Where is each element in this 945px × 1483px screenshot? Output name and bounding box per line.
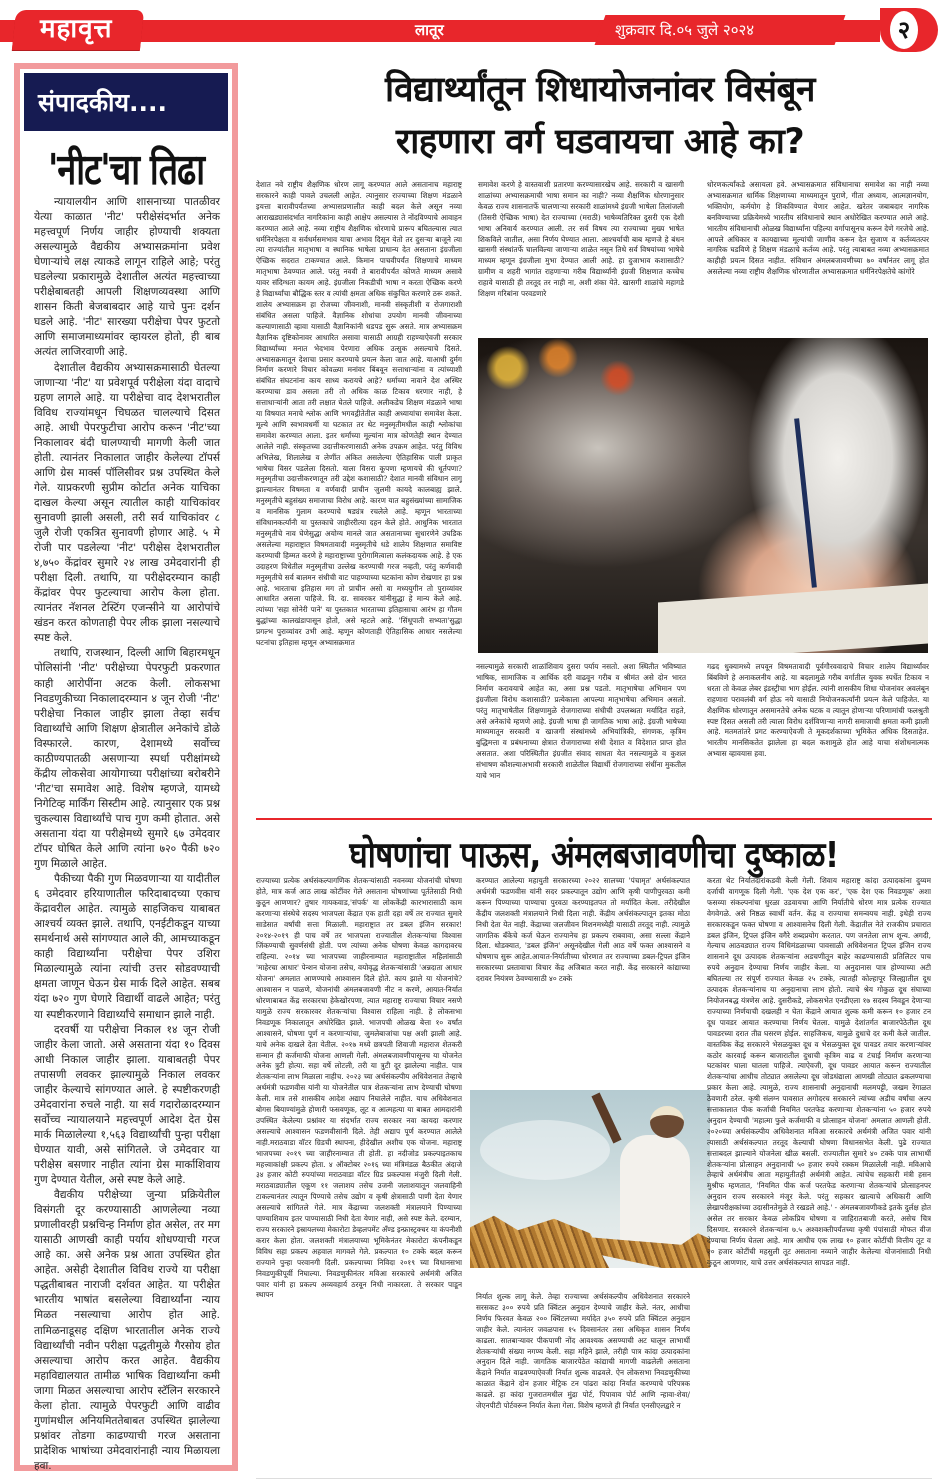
article1-headline-line2: राहणारा वर्ग घडवायचा आहे का? <box>395 122 805 162</box>
editorial-paragraph: वैद्यकीय परीक्षेच्या जुन्या प्रक्रियेतील विसंगती दूर करण्यासाठी आणलेल्या नव्या प्रणालीवरही प्रश्नचिन्ह निर्माण होत असेल, तर मग यासाठी आणखी काही पर्याय शोधण्याची गरज आहे का. असे अनेक प्रश्न आता उपस्थित होत आहेत. असेही देशातील विविध राज्ये या परीक्षा पद्धतीबाबत नाराजी दर्शवत आहेत. या परीक्षेत भारतीय भाषांत बसलेल्या विद्यार्थ्यांना न्याय मिळत नसल्याचा आरोप होत आहे. तामिळनाडूसह दक्षिण भारतातील अनेक राज्ये विद्यार्थ्यांची नवीन परीक्षा पद्धतीमुळे गैरसोय होत असल्याचा आरोप करत आहेत. वैद्यकीय महाविद्यालयात तामीळ भाषिक विद्यार्थ्यांना कमी जागा मिळत असल्याचा आरोप स्टॅलिन सरकारने केला होता. त्यामुळे पेपरफुटी आणि वाढीव गुणांमधील अनियमिततेबाबत उपस्थित झालेल्या प्रश्नांवर तोडगा काढण्याची गरज असताना प्रादेशिक भाषांच्या उमेदवारांनाही न्याय मिळायला हवा. <box>34 1189 220 1472</box>
article1-column-1: देशात नवे राष्ट्रीय शैक्षणिक धोरण लागू करण्यात आले असतानाच महाराष्ट्र सरकारने काही पावले उचलली आहेत. त्यानुसार राज्याच्या शिक्षण मंडळाने इयत्ता बारावीपर्यंतच्या अभ्यासप्रणालीत काही बदल केले असून नव्या आराखड्यासंदर्भात नागरिकांना काही आक्षेप असल्यास ते नोंदविण्याचे आवाहन करण्यात आले आहे. नव्या राष्ट्रीय शैक्षणिक धोरणाचे प्रारूप बघितल्यास त्यात धर्मनिरपेक्षता व सर्वधर्मसमभाव याचा अभाव दिसून येतो तर दुसऱ्या बाजूने त्या त्या राज्यांतील मातृभाषा व स्थानिक भाषेला प्राधान्य देत असताना इंग्रजीला ऐच्छिक सदरात टाकण्यात आले. किमान पाचवीपर्यंत शिक्षणाचे माध्यम मातृभाषा ठेवण्यात आले. परंतु नववी ते बारावीपर्यंत कोणते माध्यम असावे यावर संदिग्धता कायम आहे. इंग्रजीला निकडीची भाषा न करता ऐच्छिक करणे हे विद्यार्थ्यांचा बौद्धिक स्तर व त्यांची क्षमता अधिक संकुचित करणारे ठरू शकते. शालेय अभ्यासक्रम हा रोजच्या जीवनाशी, मानवी संस्कृतीशी व रोजगाराशी संबंधित असला पाहिजे. वैज्ञानिक शोधांचा उपयोग मानवी जीवनाच्या कल्याणासाठी व्हावा यासाठी वैज्ञानिकांनी धडपड सुरू असते. मात्र अभ्यासक्रम वैज्ञानिक दृष्टिकोनावर आधारित असावा यासाठी आग्रही राहण्याऐवजी सरकार विद्यार्थ्यांच्या मनात भेदभाव पेरणारा अधिक उत्सुक असल्याचे दिसते. अभ्यासक्रमातून देशाचा प्रसार करण्याचे प्रयत्न केला जात आहे. याआधी दुर्मग निर्माण करणारे विचार कोवळ्या मनांवर बिंबवून सत्ताधाऱ्यांना व त्यांच्याशी संबंधित संघटनांना काय साध्य करायचे आहे? धर्माच्या नावाने देश अस्थिर करण्याचा डाव असला तरी तो अधिक काळ टिकाव धरणार नाही, हे सत्ताधाऱ्यांनी आता तरी लक्षात घेतले पाहिजे. अलीकडेच शिक्षण मंडळाने भाषा या विषयात मनाचे श्लोक आणि भगवद्गीतेतील काही अध्यायांचा समावेश केला. मूल्ये आणि स्वभावधर्मी या घटकात तर थेट मनुस्मृतीमधील काही श्लोकांचा समावेश करण्यात आला. इतर धर्मांच्या मूल्यांना मात्र कोणतेही स्थान देण्यात आलेले नाही. संस्कृतच्या उदात्तीकरणासाठी अनेक उपक्रम आहेत. परंतु विविध अभिलेख, शिलालेख व लेणींत अंकित असलेल्या ऐतिहासिक पाली प्राकृत भाषेचा विसर पडलेला दिसतो. याला विसरा कूपणा म्हणायचे की धूर्तपणा? मनुस्मृतीचा उदात्तीकरणातून तरी उद्देश कशासाठी? देशात मानवी संविधान लागू झाल्यानंतर विषमता व वर्णवादी प्राचीन जुलमी कायदे कालबाह्य झाले. मनुस्मृतीचे बहुसंख्य समाजाचा विरोध आहे. कारण यात बहुसंख्यांच्या सामाजिक व मानसिक गुलाम करण्याचे षड्यंत्र रचलेले आहे. म्हणून भारताच्या संविधानकर्त्यांनी या पुस्तकाचे जाहीररीत्या दहन केले होते. आधुनिक भारतात मनुस्मृतीचे नाव घेणेसुद्धा अयोग्य मानले जात असतानाच्या सुधारणेने उघडिक असलेल्या महाराष्ट्रात विषमतावादी मनुस्मृतीचे धडे शालेय शिक्षणात समाविष्ट करण्याची हिम्मत करणे हे महाराष्ट्राच्या पुरोगामित्वाला कलंकदायक आहे. हे एक उदाहरण विधेतील मनुस्मृतीचा उल्लेख करण्याची गरज नव्हती, परंतु कर्णवादी मनुस्मृतीचे सर्व बालमन संधीची वाट पाहण्याच्या घटकांना कोण रोखणार हा प्रश्न आहे. भारताचा इतिहास मग तो प्राचीन असो वा मध्ययुगीन तो पुराव्यांवर आधारित असला पाहिजे. वि. दा. सावरकर यांनीसुद्धा हे मान्य केले आहे. त्यांच्या 'सहा सोनेरी पाने' या पुस्तकात भारताच्या इतिहासाचा आरंभ हा गौतम बुद्धांच्या कालखंडापासून होतो, असे म्हटले आहे. 'सिंधूपाती सभ्यता'सुद्धा प्रगल्भ पुराव्यांवर उभी आहे. म्हणून कोणताही ऐतिहासिक आधार नसलेल्या घटनांचा इतिहास म्हणून अभ्यासक्रमात <box>256 180 462 648</box>
student-writing-exam-photo <box>478 338 928 653</box>
page-bottom-rule <box>256 1478 932 1479</box>
article1-column-3-bottom: गढद धुक्यामध्ये लपवून विषमतावादी पूर्वगौरववादाचे विचार शालेय विद्यार्थ्यांवर बिंबविणे हे अनाकलनीय आहे. या बदलामुळे गरीब वर्गातील युवक स्पर्धेत टिकाव न धरता तो केवळ लेबर इंडस्ट्रीचा भाग होईल. त्यांनी शासकीय शिधा योजनांवर अवलंबून राहणारा परावलंबी वर्ग होऊ नये यासाठी नियोजनकर्त्यांनी प्रयत्न केले पाहिजेत. या शैक्षणिक धोरणातून असमानतेचे अनेक घटक व त्यातून होणाऱ्या परिणामांची फलश्रुती स्पष्ट दिसत असली तरी त्याला विरोध दर्शविणाऱ्या नागरी समाजाची क्षमता कमी झाली आहे. मतमतांतरे प्रगट करण्याऐवजी ते मूकदर्शकाच्या भूमिकेत अधिक दिसताहेत. भारतीय मानसिकतेत झालेला हा बदल कशामुळे होत आहे याचा संशोधनात्मक अभ्यास व्हावयास हवा. <box>707 662 929 759</box>
photo-desk-paper <box>658 584 928 653</box>
article2-headline[interactable]: घोषणांचा पाऊस, अंमलबजावणीचा दुष्काळ! <box>349 834 839 876</box>
section-divider <box>256 818 932 820</box>
editorial-body <box>34 195 220 1474</box>
photo-farmer-body <box>620 1135 690 1257</box>
photo-farmer-head <box>650 1106 684 1138</box>
photo-background-lights <box>478 338 678 418</box>
article2-column-2-bottom: निर्यात शुल्क लागू केले. तेव्हा राज्याच्या अर्थसंकल्पीय अधिवेशनात सरकारने सरसकट ३०० रुपये प्रति क्विंटल अनुदान देण्याचे जाहीर केले. नंतर, आधीचा निर्णय फिरवत केवळ २०० क्विंटलच्या मर्यादेत ३५० रुपये प्रति क्विंटल अनुदान जाहीर केले. त्यानंतर जवळपास १५ दिवसानंतर तसा अधिकृत शासन निर्णय काढला. सातबाऱ्यावर पीकपाणी नोंद आवश्यक असण्याची अट घालून लाभार्थी शेतकऱ्यांची संख्या नगण्य केली. सहा महिने झाले, तरीही पात्र कांदा उत्पादकांना अनुदान दिले नाही. जागतिक बाजारपेठेत कांद्याची मागणी वाढलेली असताना केंद्राने निर्यात वाढवण्याऐवजी निर्यात शुल्क वाढवले. ऐन लोकसभा निवडणुकीच्या काळात केंद्राने दोन हजार मेट्रिक टन पांढरा कांदा निर्यात करण्याचे परिपत्रक काढले. हा कांदा गुजरातमधील मुंद्रा पोर्ट, पिपावाव पोर्ट आणि न्हावा-शेवा/ जेएनपीटी पोर्टवरून निर्यात केला गेला. विशेष म्हणजे ही निर्यात एनसीएलद्वारे न <box>476 1292 690 1411</box>
editorial-section-label: संपादकीय.... <box>38 88 168 117</box>
article2-column-1: राज्याच्या प्रत्येक अर्थसंकल्पागणिक शेतकऱ्यांसाठी नवनव्या योजनांची घोषणा होते, मात्र कर्ज आठ लाख कोटींवर गेले असताना घोषणांच्या पूर्ततेसाठी निधी कुठून आणणार? तुषार गायकवाड,'संपर्क' या लोककेंद्री कारभारासाठी काम करणाऱ्या संस्थेचे सदस्य भाजपला केंद्रात एक हाती दहा वर्षे तर राज्यात सुमारे साडेसात वर्षांची सत्ता मिळाली. महाराष्ट्रात तर डबल इंजिन सरकार! २०१४-२०१९ ही पाच वर्षे तर भाजपला राज्यातील शेतकऱ्यांचा विश्वास जिंकण्याची सुवर्णसंधी होती. पण त्यांच्या अनेक घोषणा केवळ कागदावरच राहिल्या. २०१४ च्या भाजपच्या जाहीरनाम्यात महाराष्ट्रातील महिलांसाठी 'माहेरचा आधार' पेन्शन योजना तसेच, वयोवृद्ध शेतकऱ्यांसाठी 'अन्नदाता आधार योजना' अमलात आणण्याचे आश्वासन दिले होते. काय झाले या योजनांचे? आश्वासन न पाळणे, योजनांची अंमलबजावणी नीट न करणे, आयात-निर्यात धोरणाबाबत केंद्र सरकारचा हेकेखोरपणा, त्यात महाराष्ट्र राज्याचा विचार नसणे यामुळे राज्य सरकारवर शेतकऱ्यांचा विश्वास राहिला नाही. हे लोकसभा निवडणूक निकालातून अधोरेखित झाले. भाजपची ओळख बेत्ता १० वर्षांत आश्वासने, घोषणा पूर्ण न करणाऱ्यांचा, जुमलेबाजांचा पक्ष अशी झाली आहे. याचे अनेक दाखले देता येतील. २०१७ मध्ये छत्रपती शिवाजी महाराज शेतकरी सन्मान ही कर्जमाफी योजना आणली गेली. अंमलबजावणीपासूनच या योजनेत अनेक त्रुटी होत्या. सहा वर्षे लोटली, तरी या त्रुटी दूर झालेल्या नाहीत. पात्र शेतकऱ्यांना लाभ मिळाला नाहीच. २०२३ च्या अर्थसंकल्पीय अधिवेशनात तेव्हाचे अर्थमंत्री फडणवीस यांनी या योजनेतील पात्र शेतकऱ्यांना लाभ देण्याची घोषणा केली. मात्र तसे शासकीय आदेश अद्याप निघालेले नाहीत. याच अधिवेशनात बोगस बियाण्यांमुळे होणारी फसवणूक, लूट व आत्महत्या या बाबत आमदारांनी उपस्थित केलेल्या प्रश्नांवर या संदर्भात राज्य सरकार नवा कायदा करणार असल्याचे आश्वासन फडणवीसांनी दिले. तेही अद्याप पूर्ण करण्यात आलेले नाही.मराठवाडा वॉटर ग्रिडची स्थापना, हीदेखील अशीच एक योजना. महाराष्ट्र भाजपच्या २०१९ च्या जाहीरनाम्यात ती होती. हा नदीजोड प्रकल्पाइतकाच महत्त्वाकांक्षी प्रकल्प होता. ४ ऑक्टोबर २०१६ च्या मंत्रिमंडळ बैठकीत अंदाजे ३४ हजार कोटी रुपयांच्या मराठवाडा वॉटर ग्रिड प्रकल्पास मंजुरी दिली गेली. मराठवाड्यातील एकूण ११ जलाशय तसेच उजनी जलाशयातून जलवाहिनी टाकल्यानंतर त्यातून पिण्याचे तसेच उद्योग व कृषी क्षेत्रासाठी पाणी देता येणार असल्याचे सांगितले गेले. मात्र केंद्राच्या जलशक्ती मंत्रालयाने पिण्याच्या पाण्याशिवाय इतर पाण्यासाठी निधी देता येणार नाही, असे स्पष्ट केले. दरम्यान, राज्य सरकारने इस्रायलच्या मेकारोटा डेव्हलपमेंट अँण्ड इन्फ्रास्ट्रक्चर या कंपनीशी करार केला होता. जलशक्ती मंत्रालयाच्या भूमिकेनंतर मेकारोटा कंपनीकडून विविध सहा प्रकल्प अहवाल मागवले गेले. प्रकल्पात १० टक्के बदल करून राज्याने पुन्हा परवानगी दिली. प्रकल्पाच्या निविदा २०१९ च्या विधानसभा निवडणुकीपूर्वी निघाल्या. निवडणुकीनंतर मविआ सरकारचे अर्थमंत्री अजित पवार यांनी हा प्रकल्प अव्यवहार्य ठरवून निधी नाकारला. ते सरकार पाडून स्थापन <box>256 876 462 1300</box>
issue-date: शुक्रवार दि.०५ जुले २०२४ <box>615 21 755 39</box>
editorial-paragraph: तथापि, राजस्थान, दिल्ली आणि बिहारमधून पोलिसांनी 'नीट' परीक्षेच्या पेपरफुटी प्रकरणात काही आरोपींना अटक केली. लोकसभा निवडणुकीच्या निकालादरम्यान ४ जून रोजी 'नीट' परीक्षेचा निकाल जाहीर झाला तेव्हा सर्वच विद्यार्थ्यांचे आणि शिक्षण क्षेत्रातील अनेकांचे डोळे विस्फारले. कारण, देशामध्ये सर्वोच्च काठीण्यपातळी असणाऱ्या स्पर्धा परीक्षांमध्ये केंद्रीय लोकसेवा आयोगाच्या परीक्षांच्या बरोबरीने 'नीट'चा समावेश आहे. विशेष म्हणजे, यामध्ये निगेटिव्ह मार्किंग सिस्टीम आहे. त्यानुसार एक प्रश्न चुकल्यास विद्यार्थ्यांचे पाच गुण कमी होतात. असे असताना यंदा या परीक्षेमध्ये सुमारे ६७ उमेदवार टॉपर घोषित केले आणि त्यांना ७२० पैकी ७२० गुण मिळाले आहेत. <box>34 647 220 871</box>
newspaper-logo[interactable]: महावृत्त <box>40 14 113 44</box>
article1-headline-line1: विद्यार्थ्यांतून शिधायोजनांवर विसंबून <box>385 70 815 110</box>
article1-column-3-top: धोरणकर्त्यांकडे असायला हवे. अभ्यासक्रमात संविधानाचा समावेश का नाही नव्या अभ्यासक्रमात धार्मिक शिक्षणाच्या माध्यमातून पुराणे, गीता अध्याय, आत्मज्ञानयोग, भक्तियोग, कर्मयोग हे शिकविण्यात येणार आहेत. खरेतर जबाबदार नागरिक बनविण्याच्या प्रक्रियेमध्ये भारतीय संविधानाचे स्थान अधोरेखित करण्यात आले आहे. भारतीय संविधानाची ओळख विद्यार्थ्यांना पहिल्या वर्गापासूनच करून देणे गरजेचे आहे. आपले अधिकार व कायद्याच्या मूल्यांची जाणीव करून देत सुजाण व कर्तव्यतत्पर नागरिक घडविणे हे शिक्षण मंडळाचे कर्तव्य आहे. परंतु त्याबाबत नव्या अभ्यासक्रमात काहीही प्रयत्न दिसत नाहीत. संविधान अंमलबजावणीच्या ७० वर्षांनंतर लागू होत असलेल्या नव्या राष्ट्रीय शैक्षणिक धोरणातील अभ्यासक्रमात धर्मनिरपेक्षतेचे कांगोरे <box>707 180 929 277</box>
edition-city: लातूर <box>415 21 444 39</box>
page-number: २ <box>897 16 911 44</box>
masthead <box>0 0 945 56</box>
article2-column-3: करता थेट निर्यातदारांकडवी केली गेली. शिवाय महाराष्ट्र कांदा उत्पादकांना दुय्यम दर्जाची वागणूक दिली गेली. 'एक देश एक कर', 'एक देश एक निवडणूक' अशा फसव्या संकल्पनांचा धुरळा उडवायचा आणि निर्यातीचे धोरण मात्र प्रत्येक राज्यात वेगवेगळे. असे निष्ठळ स्वार्थी वर्तन. केंद्र व राज्याचा समन्वयच नाही. इथेही राज्य सरकारकडून फक्त घोषणा व आश्वासनेच दिली गेली. केंद्रातील नेते राजकीय प्रचारात डबल इंजिन, ट्रिपल इंजिन वगैरे शब्दप्रयोग करतात. पण जनतेला लाभ शून्य. अगदी, गेल्याच आठवड्यात राज्य विधिमंडळाच्या पावसाळी अधिवेशनात ट्रिपल इंजिन राज्य शासनाने दूध उत्पादक शेतकऱ्यांना अडचणीतून बाहेर काढण्यासाठी प्रतिलिटर पाच रुपये अनुदान देण्याचा निर्णय जाहीर केला. या अनुदानास पात्र होण्याच्या अटी बघितल्या तर संपूर्ण राज्यात केवळ २५ टक्के, त्यातही कोल्हापूर जिल्ह्यातील दूध उत्पादक शेतकऱ्यांनाच या अनुदानाचा लाभ होतो. त्याचे श्रेय गोकुळ दूध संघाच्या नियोजनबद्ध यंत्रणेस आहे. दुसरीकडे, लोकसभेत एनडीएला १७ सदस्य निवडून देणाऱ्या राज्याच्या निर्णयाची दखलही न घेता केंद्राने आयात शुल्क कमी करून १० हजार टन दूध पावडर आयात करण्याचा निर्णय घेतला. यामुळे देशांतर्गत बाजारपेठेतील दूध पावडरच्या दरात तीव्र घसरण होईल. साहजिकच, यामुळे दुधाचे दर कमी केले जातील. वास्तविक केंद्र सरकारने भेसळयुक्त दूध व भेसळयुक्त दूध पावडर तयार करणाऱ्यांवर कठोर कारवाई करून बाजारातील दुधाची कृत्रिम वाढ व टंचाई निर्माण करणाऱ्या घटकांवर घाला घातला पाहिजे. त्याऐवजी, दूध पावडर आयात करून राज्यातील शेतकऱ्यांचा आधीच तोट्यात असलेल्या दूध जोडधंद्याला आणखी तोट्यात ढकलण्याचा प्रकार केला आहे. त्यामुळे, राज्य शासनाची अनुदानाची मलमपट्टी, जखम रेंगाळत ठेवणारी ठरेल. कृषी संलग्न पावसात अगोदरच सरकारने त्यांच्या अडीच वर्षांचा अल्प सत्ताकालात पीक कर्जाची नियमित परतफेड करणाऱ्या शेतकऱ्यांना ५० हजार रुपये अनुदान देण्याची 'महात्मा फुले कर्जमाफी व प्रोत्साहन योजना' अमलात आणली होती. २०२०च्या अर्थसंकल्पीय अधिवेशनात मविआ सरकारचे अर्थमंत्री अजित पवार यांनी त्यासाठी अर्थसंकल्पात तरतूद केल्याची घोषणा विधानसभेत केली. पुढे राज्यात सत्ताबदल झाल्याने योजनेला खीळ बसली. राज्यातील सुमारे ४० टक्के पात्र लाभार्थी शेतकऱ्यांना प्रोत्साहन अनुदानाची ५० हजार रुपये रक्कम मिळालेली नाही. मविआचे तेव्हाचे अर्थमंत्रीच आता महायुतीतही अर्थमंत्री आहेत. त्यांचेच सहकारी मंत्री हसन मुश्रीफ म्हणतात, 'नियमित पीक कर्ज परतफेड करणाऱ्या शेतकऱ्यांचे प्रोत्साहनपर अनुदान राज्य सरकारने मंजूर केले. परंतु सहकार खात्याचे अधिकारी आणि लेखापरीक्षकांच्या उदासीनतेमुळे ते रखडले आहे.' - अंमलबजावणीकडे इतके दुर्लक्ष होत असेल तर सरकार केवळ लोकप्रिय घोषणा व जाहिरातबाजी करते, असेच चित्र दिसणार. सरकारने शेतकऱ्यांना ७.५ अश्वशक्तीपर्यंतच्या कृषी पंपांसाठी मोफत वीज देण्याचा निर्णय घेतला आहे. मात्र आधीच एक लाख १० हजार कोटींची वित्तीय तूट व २० हजार कोटींची महसुली तूट असताना नव्याने जाहीर केलेल्या योजनांसाठी निधी कुठून आणणार, याचे उत्तर अर्थसंकल्पात सापडत नाही. <box>707 876 931 1267</box>
photo-pencil <box>794 418 817 588</box>
editorial-paragraph: देशातील वैद्यकीय अभ्यासक्रमासाठी घेतल्या जाणाऱ्या 'नीट' या प्रवेशपूर्व परीक्षेला यंदा वादाचे ग्रहण लागले आहे. या परीक्षेचा वाद देशभरातील विविध राज्यांमधून चिघळत चालल्याचे दिसत आहे. आधी पेपरफुटीचा आरोप करून 'नीट'च्या निकालावर बंदी घालण्याची मागणी केली जात होती. त्यानंतर निकालात जाहीर केलेल्या टॉपर्स आणि ग्रेस मार्क्स पॉलिसीवर प्रश्न उपस्थित केले गेले. याप्रकरणी सुप्रीम कोर्टात अनेक याचिका दाखल केल्या असून त्यातील काही याचिकांवर सुनावणी झाली असली, तरी सर्व याचिकांवर ८ जुलै रोजी एकत्रित सुनावणी होणार आहे. ५ मे रोजी पार पडलेल्या 'नीट' परीक्षेस देशभरातील ४,७५० केंद्रांवर सुमारे २४ लाख उमेदवारांनी ही परीक्षा दिली. तथापि, या परीक्षेदरम्यान काही केंद्रांवर पेपर फुटल्याचा आरोप केला होता. त्यानंतर नॅशनल टेस्टिंग एजन्सीने या आरोपांचे खंडन करत कोणताही पेपर लीक झाला नसल्याचे स्पष्ट केले. <box>34 361 220 645</box>
editorial-paragraph: न्यायालयीन आणि शासनाच्या पातळीवर येत्या काळात 'नीट' परीक्षेसंदर्भात अनेक महत्त्वपूर्ण निर्णय जाहीर होण्याची शक्यता असल्यामुळे वैद्यकीय अभ्यासक्रमांना प्रवेश घेणाऱ्यांचे लक्ष त्याकडे लागून राहिले आहे; परंतु घडलेल्या प्रकारामुळे देशातील अत्यंत महत्त्वाच्या परीक्षेबाबतही आपली शिक्षणव्यवस्था आणि शासन किती बेजबाबदार आहे याचे पुनः दर्शन घडले आहे. 'नीट' सारख्या परीक्षेचा पेपर फुटतो आणि समाजमाध्यमांवर व्हायरल होतो, ही बाब अत्यंत लाजिरवाणी आहे. <box>34 196 220 359</box>
article1-column-2-top: समावेश करणे हे वास्तवाशी प्रतारणा करण्यासारखेच आहे. सरकारी व खासगी शाळांच्या अभ्यासक्रमाची भाषा समान का नाही? नव्या शैक्षणिक धोरणानुसार केवळ राज्य शासनातर्फे चालणाऱ्या सरकारी शाळांमध्ये इंग्रजी भाषेला तिलांजली (तिसरी ऐच्छिक भाषा) देत राज्याच्या (मराठी) भाषेव्यतिरिक्त दुसरी एक देशी भाषा अनिवार्य करण्यात आली. तर सर्व विषय त्या राज्याच्या मुख्य भाषेत शिकविले जातील, असा निर्णय घेण्यात आला. आश्चर्याची बाब म्हणजे हे बंधन खासगी संस्थांतर्फे चालविल्या जाणाऱ्या शाळेत नसून तिथे सर्व विषयांच्या भाषेचे माध्यम म्हणून इंग्रजीला मुभा देण्यात आली आहे. हा दुजाभाव कशासाठी? ग्रामीण व शहरी भागांत राहणाऱ्या गरीब विद्यार्थ्यांनी इंग्रजी शिक्षणात कच्चेच राहावे यासाठी ही तरतूद तर नाही ना, अशी शंका येते. खासगी शाळांचे महागडे शिक्षण गरिबांना परवडणारे <box>478 180 684 299</box>
photo-cloud <box>480 1120 610 1180</box>
article1-column-2-bottom: नसल्यामुळे सरकारी शाळांशिवाय दुसरा पर्याय नसतो. अशा स्थितीत भविष्यात भाषिक, सामाजिक व आर्थिक दरी वाढवून गरीब व श्रीमंत असे दोन भारत निर्माण करावयाचे आहेत का, असा प्रश्न पडतो. मातृभाषेचा अभिमान पण इंग्रजीला विरोध कशासाठी? प्रत्येकाला आपल्या मातृभाषेचा अभिमान असतो. परंतु मातृभाषेतील शिक्षणामुळे रोजगाराच्या संधीची उपलब्धता मर्यादित राहते, असे अनेकांचे म्हणणे आहे. इंग्रजी भाषा ही जागतिक भाषा आहे. इंग्रजी भाषेच्या माध्यमातून सरकारी व खाजगी संस्थांमध्ये अभियांत्रिकी, संगणक, कृत्रिम बुद्धिमत्ता व प्रबंधनाच्या क्षेत्रात रोजगाराच्या संधी देशात व विदेशात प्राप्त होत असतात. अशा परिस्थितीत इंग्रजीत संवाद साधता येत नसल्यामुळे व कुशल संभाषण कौशल्याअभावी सरकारी शाळेतील विद्यार्थी रोजगाराच्या संधींना मुकतील याचे भान <box>476 662 686 781</box>
editorial-paragraph: पैकीच्या पैकी गुण मिळवणाऱ्या या यादीतील ६ उमेदवार हरियाणातील फरिदाबादच्या एकाच केंद्रावरील आहेत. त्यामुळे साहजिकच याबाबत आश्चर्य व्यक्त झाले. तथापि, एनईटीकडून याच्या समर्थनार्थ असे सांगण्यात आले की, आमच्याकडून काही विद्यार्थ्यांना परीक्षेचा पेपर उशिरा मिळाल्यामुळे त्यांना त्यांची उत्तर सोडवण्याची क्षमता जाणून घेऊन ग्रेस मार्क दिले आहेत. सबब यंदा ७२० गुण घेणारे विद्यार्थी वाढले आहेत; परंतु या स्पष्टीकरणाने विद्यार्थ्यांचे समाधान झाले नाही. <box>34 873 220 1021</box>
farmer-in-wheat-field-photo <box>470 1090 710 1268</box>
editorial-column <box>14 63 238 1471</box>
editorial-label-band <box>24 73 228 131</box>
article2-column-2-top: करण्यात आलेल्या महायुती सरकारच्या २०२२ सालच्या 'पंचामृत' अर्थसंकल्पात अर्थमंत्री फडणवीस यांनी सदर प्रकल्पातून उद्योग आणि कृषी पाणीपुरवठा कमी करून पिण्याच्या पाण्याचा पुरवठा करण्याइतपत तो मर्यादित केला. तरीदेखील केंद्रीय जलशक्ती मंत्रालयाने निधी दिला नाही. केंद्रीय अर्थसंकल्पातून इतका मोठा निधी देता येत नाही. केंद्राच्या जलजीवन मिशनमध्येही यासाठी तरतूद नाही. त्यामुळे जागतिक बँकेचे कर्ज घेऊन राज्यानेच हा प्रकल्प राबवावा, असा सल्ला केंद्राने दिला. थोडक्यात, 'डबल इंजिन' असूनदेखील गेली आठ वर्षे फक्त आश्वासने व घोषणाच सुरू आहेत.आयात-निर्यातीच्या धोरणात तर राज्याच्या डबल-ट्रिपल इंजिन सरकारच्या प्रस्तावाचा विचार केंद्र अजिबात करत नाही. केंद्र सरकारने कांद्याच्या दरावर नियंत्रण ठेवण्यासाठी ४० टक्के <box>476 876 690 984</box>
editorial-paragraph: दरवर्षी या परीक्षेचा निकाल १४ जून रोजी जाहीर केला जातो. असे असताना यंदा १० दिवस आधी निकाल जाहीर झाला. याबाबतही पेपर तपासणी लवकर झाल्यामुळे निकाल लवकर जाहीर केल्याचे सांगण्यात आले. हे स्पष्टीकरणही उमेदवारांना रुचले नाही. या सर्व गदारोळादरम्यान सर्वोच्च न्यायालयाने महत्त्वपूर्ण आदेश देत ग्रेस मार्क मिळालेल्या १,५६३ विद्यार्थ्यांची पुन्हा परीक्षा घेण्यात यावी, असे सांगितले. जे उमेदवार या परीक्षेस बसणार नाहीत त्यांना ग्रेस मार्काशिवाय गुण देण्यात येतील, असे स्पष्ट केले आहे. <box>34 1023 220 1187</box>
editorial-title: 'नीट'चा तिढा <box>48 145 204 196</box>
article1-headline[interactable] <box>270 64 930 168</box>
